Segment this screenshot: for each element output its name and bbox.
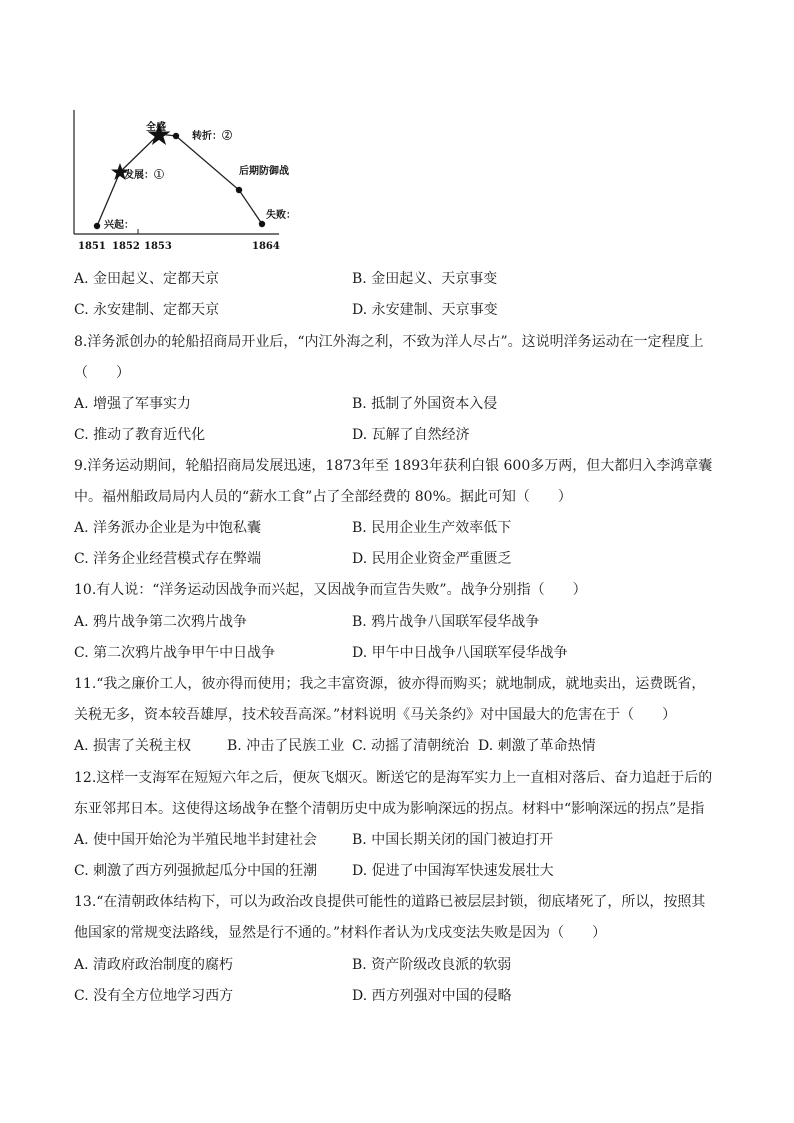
x-tick-label-1864: 1864 xyxy=(252,241,280,252)
q13-option-d[interactable]: D. 西方列强对中国的侵略 xyxy=(352,988,512,1004)
q9-option-a[interactable]: A. 洋务派办企业是为中饱私囊 xyxy=(74,520,262,536)
label-late-defense: 后期防御战 xyxy=(239,166,289,177)
q8-option-c[interactable]: C. 推动了教育近代化 xyxy=(74,427,206,443)
q11-stem-line2: 关税无多，资本较吾雄厚，技术较吾高深。”材料说明《马关条约》对中国最大的危害在于（ ） xyxy=(74,707,677,723)
point-fail xyxy=(259,221,265,227)
q9-option-b[interactable]: B. 民用企业生产效率低下 xyxy=(352,520,512,536)
q10-option-a[interactable]: A. 鸦片战争第二次鸦片战争 xyxy=(74,614,248,630)
timeline-line xyxy=(97,134,262,226)
label-turning: 转折：② xyxy=(192,131,232,142)
q11-option-d[interactable]: D. 刺激了革命热情 xyxy=(478,738,596,754)
q12-option-b[interactable]: B. 中国长期关闭的国门被迫打开 xyxy=(352,832,554,848)
q11-stem-line1: 11.“我之廉价工人，彼亦得而使用；我之丰富资源，彼亦得而购买；就地制成，就地卖出，运费既省， xyxy=(74,676,706,692)
q7-option-a[interactable]: A. 金田起义、定都天京 xyxy=(74,271,220,287)
point-turning xyxy=(173,133,179,139)
q12-stem-line2: 东亚邻邦日本。这使得这场战争在整个清朝历史中成为影响深远的拐点。材料中“影响深远的拐点”是指 xyxy=(74,801,705,817)
q11-option-b[interactable]: B. 冲击了民族工业 xyxy=(227,738,345,754)
q10-stem-line1: 10.有人说：“洋务运动因战争而兴起，又因战争而宣告失败”。战争分别指（ ） xyxy=(74,582,587,598)
q7-option-b[interactable]: B. 金田起义、天京事变 xyxy=(352,271,498,287)
point-rise xyxy=(94,223,100,229)
q13-stem-line1: 13.“在清朝政体结构下，可以为政治改良提供可能性的道路已被层层封锁，彻底堵死了，所以，按照其 xyxy=(74,894,706,910)
q10-option-c[interactable]: C. 第二次鸦片战争甲午中日战争 xyxy=(74,645,276,661)
q9-stem-line2: 中。福州船政局局内人员的“薪水工食”占了全部经费的 80%。据此可知（ ） xyxy=(74,489,572,505)
q7-option-c[interactable]: C. 永安建制、定都天京 xyxy=(74,302,220,318)
timeline-chart xyxy=(64,104,294,254)
q9-option-d[interactable]: D. 民用企业资金严重匮乏 xyxy=(352,551,512,567)
label-fail: 失败： xyxy=(266,210,294,221)
point-late-defense xyxy=(236,187,242,193)
q8-option-b[interactable]: B. 抵制了外国资本入侵 xyxy=(352,396,498,412)
q7-option-d[interactable]: D. 永安建制、天京事变 xyxy=(352,302,498,318)
q10-option-d[interactable]: D. 甲午中日战争八国联军侵华战争 xyxy=(352,645,568,661)
timeline-figure xyxy=(64,104,294,254)
q13-option-c[interactable]: C. 没有全方位地学习西方 xyxy=(74,988,234,1004)
q9-stem-line1: 9.洋务运动期间，轮船招商局发展迅速，1873年至 1893年获利白银 600多万两，但大都归入李鸿章囊 xyxy=(74,458,713,474)
x-tick-label-1853: 1853 xyxy=(144,241,172,252)
q11-option-c[interactable]: C. 动摇了清朝统治 xyxy=(352,738,470,754)
q8-stem-line1: 8.洋务派创办的轮船招商局开业后，“内江外海之利，不致为洋人尽占”。这说明洋务运动在一定程度上 xyxy=(74,334,704,350)
label-development: 发展：① xyxy=(124,170,164,181)
x-tick-label-1852: 1852 xyxy=(112,241,140,252)
q8-option-a[interactable]: A. 增强了军事实力 xyxy=(74,396,192,412)
label-rise: 兴起： xyxy=(104,220,134,231)
q13-stem-line2: 他国家的常规变法路线，显然是行不通的。”材料作者认为戊戌变法失败是因为（ ） xyxy=(74,925,607,941)
q13-option-b[interactable]: B. 资产阶级改良派的软弱 xyxy=(352,957,512,973)
q9-option-c[interactable]: C. 洋务企业经营模式存在弊端 xyxy=(74,551,262,567)
x-tick-label-1851: 1851 xyxy=(78,241,106,252)
label-peak: 全盛 xyxy=(146,122,166,133)
q12-option-c[interactable]: C. 刺激了西方列强掀起瓜分中国的狂潮 xyxy=(74,863,318,879)
q10-option-b[interactable]: B. 鸦片战争八国联军侵华战争 xyxy=(352,614,540,630)
q8-stem-line2: （ ） xyxy=(74,365,130,381)
q12-option-d[interactable]: D. 促进了中国海军快速发展壮大 xyxy=(352,863,554,879)
q11-option-a[interactable]: A. 损害了关税主权 xyxy=(74,738,192,754)
q8-option-d[interactable]: D. 瓦解了自然经济 xyxy=(352,427,470,443)
q12-option-a[interactable]: A. 使中国开始沦为半殖民地半封建社会 xyxy=(74,832,318,848)
q13-option-a[interactable]: A. 清政府政治制度的腐朽 xyxy=(74,957,234,973)
q12-stem-line1: 12.这样一支海军在短短六年之后，便灰飞烟灭。断送它的是海军实力上一直相对落后、奋力追赶于后的 xyxy=(74,770,713,786)
